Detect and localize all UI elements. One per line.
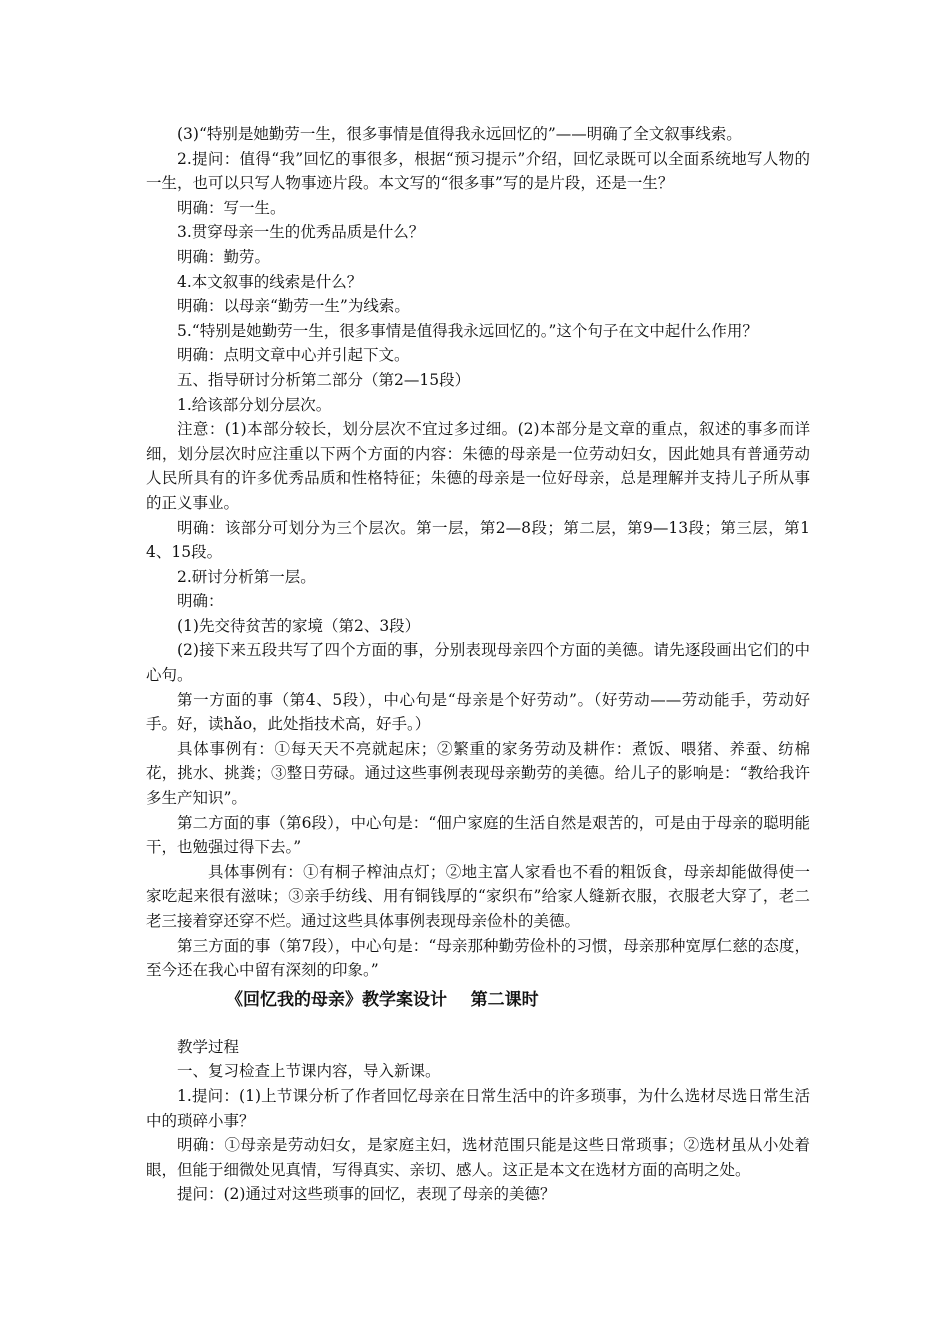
paragraph: 1.给该部分划分层次。 xyxy=(177,395,332,414)
lesson-title: 《回忆我的母亲》教学案设计 第二课时 xyxy=(226,989,539,1010)
paragraph: 4.本文叙事的线索是什么？ xyxy=(177,272,363,291)
paragraph: 明确： xyxy=(177,592,224,611)
paragraph: 5.“特别是她勤劳一生，很多事情是值得我永远回忆的。”这个句子在文中起什么作用？ xyxy=(177,321,758,340)
paragraph: 教学过程 xyxy=(177,1037,240,1056)
paragraph: 2.研讨分析第一层。 xyxy=(177,567,316,586)
paragraph: 明确：勤劳。 xyxy=(177,247,271,266)
paragraph: 注意：(1)本部分较长，划分层次不宜过多过细。(2)本部分是文章的重点，叙述的事多而详细，划分层次时应注重以下两个方面的内容：朱德的母亲是一位劳动妇女，因此她具有普通劳动人民所具有的许多优秀品质和性格特征；朱德的母亲是一位好母亲，总是理解并支持儿子所从事的正义事业。 xyxy=(146,420,810,512)
paragraph: (1)先交待贫苦的家境（第2、3段） xyxy=(177,616,421,635)
document-body xyxy=(146,122,810,1207)
section-heading: 一、复习检查上节课内容，导入新课。 xyxy=(177,1062,441,1081)
paragraph: 明确：①母亲是劳动妇女，是家庭主妇，选材范围只能是这些日常琐事；②选材虽从小处着眼，但能于细微处见真情，写得真实、亲切、感人。这正是本文在选材方面的高明之处。 xyxy=(146,1136,810,1179)
paragraph: 具体事例有：①有桐子榨油点灯；②地主富人家看也不看的粗饭食，母亲却能做得使一家吃起来很有滋味；③亲手纺线、用有铜钱厚的“家织布”给家人缝新衣服，衣服老大穿了，老二老三接着穿还穿不烂。通过这些具体事例表现母亲俭朴的美德。 xyxy=(146,862,810,930)
paragraph: 3.贯穿母亲一生的优秀品质是什么？ xyxy=(177,223,425,242)
paragraph: 提问：(2)通过对这些琐事的回忆，表现了母亲的美德？ xyxy=(177,1185,556,1204)
paragraph: 1.提问：(1)上节课分析了作者回忆母亲在日常生活中的许多琐事，为什么选材尽选日常生活中的琐碎小事？ xyxy=(146,1086,810,1130)
paragraph: 第一方面的事（第4、5段），中心句是“母亲是个好劳动”。（好劳动——劳动能手，劳动好手。好，读hǎo，此处指技术高，好手。） xyxy=(146,690,810,734)
section-heading: 五、指导研讨分析第二部分（第2—15段） xyxy=(177,370,471,389)
paragraph: 明确：写一生。 xyxy=(177,198,286,217)
paragraph: (3)“特别是她勤劳一生，很多事情是值得我永远回忆的”——明确了全文叙事线索。 xyxy=(177,125,742,143)
paragraph: 具体事例有：①每天天不亮就起床；②繁重的家务劳动及耕作：煮饭、喂猪、养蚕、纺棉花，挑水、挑粪；③整日劳碌。通过这些事例表现母亲勤劳的美德。给儿子的影响是：“教给我许多生产知识”。 xyxy=(146,739,810,808)
paragraph: 明确：该部分可划分为三个层次。第一层，第2—8段；第二层，第9—13段；第三层，第14、15段。 xyxy=(146,518,810,562)
paragraph: 第三方面的事（第7段），中心句是：“母亲那种勤劳俭朴的习惯，母亲那种宽厚仁慈的态度，至今还在我心中留有深刻的印象。” xyxy=(146,936,810,980)
paragraph: 明确：点明文章中心并引起下文。 xyxy=(177,346,410,365)
paragraph: 明确：以母亲“勤劳一生”为线索。 xyxy=(177,297,410,316)
paragraph: (2)接下来五段共写了四个方面的事，分别表现母亲四个方面的美德。请先逐段画出它们的中心句。 xyxy=(146,641,810,685)
paragraph: 2.提问：值得“我”回忆的事很多，根据“预习提示”介绍，回忆录既可以全面系统地写人物的一生，也可以只写人物事迹片段。本文写的“很多事”写的是片段，还是一生？ xyxy=(146,149,810,193)
paragraph: 第二方面的事（第6段），中心句是：“佃户家庭的生活自然是艰苦的，可是由于母亲的聪明能干，也勉强过得下去。” xyxy=(146,813,810,857)
